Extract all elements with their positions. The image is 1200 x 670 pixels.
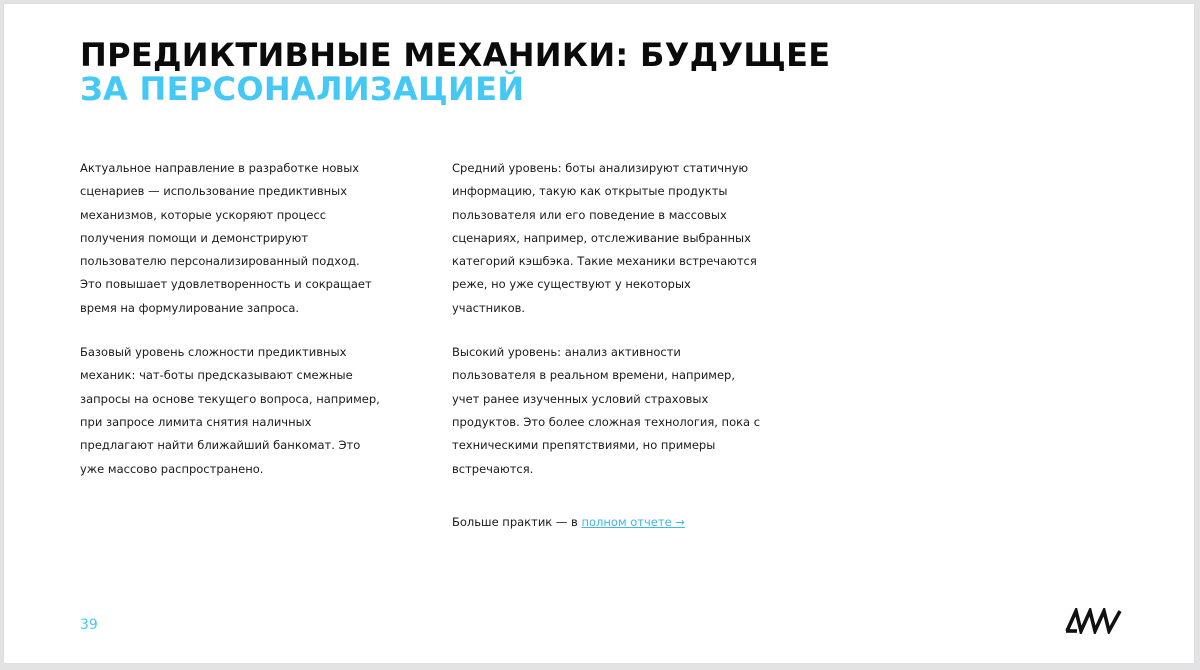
paragraph-intro: Актуальное направление в разработке новых сценариев — использование предиктивных механизмов, которые ускоряют процесс получения помощи и демонстрируют пользователю персонализированный подход. Это повышает удовлетворенность и сокращает время на формулирование запроса.: [80, 161, 372, 315]
slide-title: [80, 38, 830, 106]
title-line-2: ЗА ПЕРСОНАЛИЗАЦИЕЙ: [80, 70, 525, 108]
paragraph-medium-level: Средний уровень: боты анализируют статичную информацию, такую как открытые продукты пользователя или его поведение в массовых сценариях, например, отслеживание выбранных категорий кэшбэка. Такие механики встречаются реже, но уже существуют у некоторых участников.: [452, 161, 757, 315]
mw-logo-icon: [1065, 608, 1123, 634]
left-column: [80, 157, 380, 502]
title-line-1: ПРЕДИКТИВНЫЕ МЕХАНИКИ: БУДУЩЕЕ: [80, 36, 831, 74]
full-report-link[interactable]: полном отчете →: [581, 514, 685, 529]
page-number: 39: [80, 617, 98, 633]
slide: [4, 4, 1194, 663]
paragraph-basic-level: Базовый уровень сложности предиктивных механик: чат-боты предсказывают смежные запросы на основе текущего вопроса, например, при запросе лимита снятия наличных предлагают найти ближайший банкомат. Это уже массово распространено.: [80, 345, 380, 476]
right-column: [452, 157, 764, 555]
paragraph-high-level: Высокий уровень: анализ активности пользователя в реальном времени, например, учет ранее изученных условий страховых продуктов. Это более сложная технология, пока с техническими препятствиями, но примеры встречаются.: [452, 345, 761, 476]
more-practices-prefix: Больше практик — в: [452, 514, 582, 529]
more-practices-text: [452, 511, 764, 534]
